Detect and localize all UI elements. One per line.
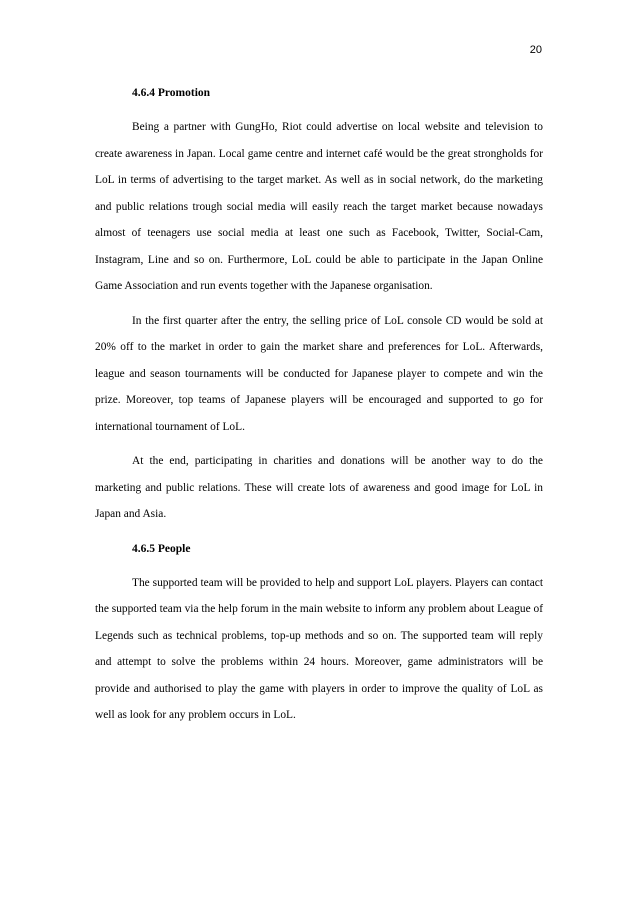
page-number: 20 xyxy=(529,44,542,56)
promotion-paragraph-3: At the end, participating in charities and donations will be another way to do the marketing and public relations. These will create lots of awareness and good image for LoL in Japan and Asia. xyxy=(95,455,543,520)
promotion-paragraph-2: In the first quarter after the entry, the selling price of LoL console CD would be sold at 20% off to the market in order to gain the market share and preferences for LoL. Afterwards, league and season tournaments will be conducted for Japanese player to compete and win the prize. Moreover, top teams of Japanese players will be encouraged and supported to go for international tournament of LoL. xyxy=(95,314,543,433)
people-paragraph-1: The supported team will be provided to help and support LoL players. Players can contact the supported team via the help forum in the main website to inform any problem about League of Legends such as technical problems, top-up methods and so on. The supported team will reply and attempt to solve the problems within 24 hours. Moreover, game administrators will be provide and authorised to play the game with players in order to improve the quality of LoL as well as look for any problem occurs in LoL. xyxy=(95,576,543,721)
promotion-paragraph-1: Being a partner with GungHo, Riot could advertise on local website and television to create awareness in Japan. Local game centre and internet café would be the great strongholds for LoL in terms of advertising to the target market. As well as in social network, do the marketing and public relations trough social media will easily reach the target market because nowadays almost of teenagers use social media at least one such as Facebook, Twitter, Social-Cam, Instagram, Line and so on. Furthermore, LoL could be able to participate in the Japan Online Game Association and run events together with the Japanese organisation. xyxy=(95,121,543,292)
section-heading-promotion: 4.6.4 Promotion xyxy=(132,87,211,99)
page-content xyxy=(95,72,543,729)
section-heading-people: 4.6.5 People xyxy=(132,542,191,555)
